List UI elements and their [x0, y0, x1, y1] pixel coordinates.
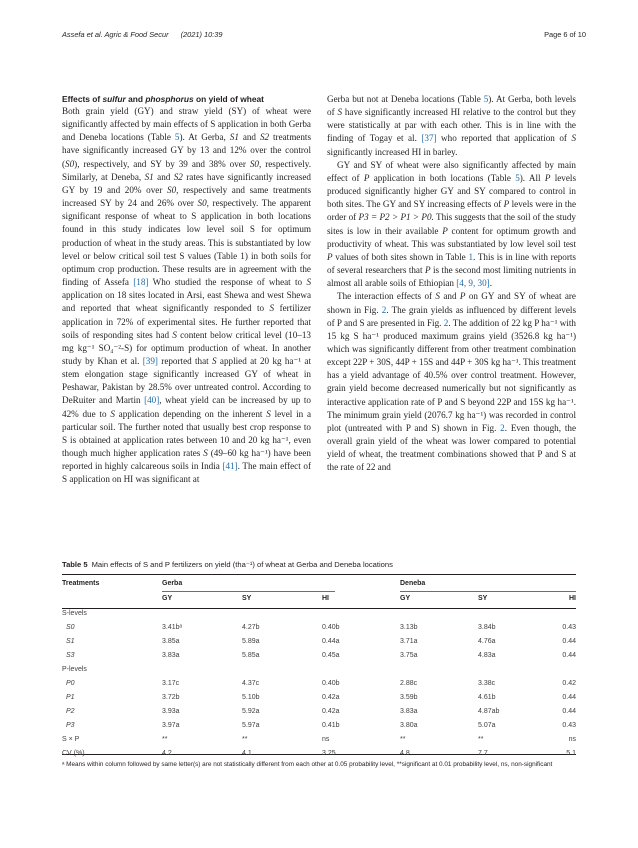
col-sy: SY	[242, 595, 252, 602]
table-cell: 0.44	[562, 693, 576, 701]
table-cell: 0.42a	[322, 693, 340, 701]
citation-link[interactable]: [4, 9, 30]	[456, 278, 490, 289]
table-caption	[62, 560, 393, 569]
table-cell: 3.25	[322, 749, 336, 757]
table-cell: **	[478, 735, 484, 743]
table-top-rule	[62, 574, 576, 575]
table-label: Table 5	[62, 560, 88, 569]
table-group-row	[62, 606, 576, 620]
citation-link[interactable]: [37]	[421, 133, 437, 144]
treatment-label: CV (%)	[62, 749, 85, 757]
table-cell: 3.84b	[478, 623, 496, 631]
table-cell: 3.72b	[162, 693, 180, 701]
group-label: P-levels	[62, 665, 87, 673]
table-row	[62, 732, 576, 746]
table-cell: 4.27b	[242, 623, 260, 631]
col-gy: GY	[400, 595, 411, 602]
table-cell: 3.93a	[162, 707, 180, 715]
table-row	[62, 746, 576, 760]
table-cell: 0.41b	[322, 721, 340, 729]
table-cell: 4.87ab	[478, 707, 500, 715]
journal-citation: Assefa et al. Agric & Food Secur	[62, 30, 169, 39]
figure-link[interactable]: 2	[443, 317, 449, 328]
table-cell: 4.76a	[478, 637, 496, 645]
paragraph: GY and SY of wheat were also significantly affected by main effect of P application in both locations (Table 5). All P levels produced significantly higher GY and SY compared to control in both sites. The GY and SY increasing effects of P levels were in the order of P3 = P2 > P1 > P0. This suggests that the soil of the study sites is low in their available P content for optimum growth and productivity of wheat. This was substantiated by low level soil test P values of both sites shown in Table 1. This is in line with reports of several researchers that P is the second most limiting nutrients in almost all arable soils of Ethiopian [4, 9, 30].	[327, 159, 577, 289]
table-cell: 0.43	[562, 721, 576, 729]
paragraph: Both grain yield (GY) and straw yield (SY) of wheat were significantly affected by main effects of S application in both Gerba and Deneba locations (Table 5). At Gerba, S1 and S2 treatments have significantly increased GY by 13 and 12% over the control (S0), respectively, and SY by 39 and 38% over S0, respectively. Similarly, at Deneba, S1 and S2 rates have significantly increased GY by 19 and 20% over S0, respectively and same treatments increased SY by 24 and 26% over S0, respectively. The apparent significant response of wheat to S application in both locations found in this study indicates low level soil S for optimum production of wheat in the study areas. This is substantiated by low level or below critical soil test S values (Table 1) in both soils for optimum crop production. These results are in agreement with the finding of Assefa [18] Who studied the response of wheat to S application on 18 sites located in Arsi, east Shewa and west Shewa and reported that wheat significantly responded to S fertilizer application in 72% of experimental sites. He further reported that soils of responding sites had S content below critical level (10–13 mg kg⁻¹ SO₄⁻²-S) for optimum production of wheat. In another study by Khan et al. [39] reported that S applied at 20 kg ha⁻¹ at stem elongation stage significantly increased GY of wheat in Peshawar, Pakistan by 28.5% over untreated control. According to DeRuiter and Martin [40], wheat yield can be increased by up to 42% due to S application depending on the inherent S level in a particular soil. The further noted that usually best crop response to S is obtained at application rates between 10 and 20 kg ha⁻¹, even though much higher application rates S (49–60 kg ha⁻¹) have been reported in highly calcareous soils in India [41]. The main effect of S application on HI was significant at	[62, 106, 312, 485]
table-cell: 3.85a	[162, 637, 180, 645]
table-row	[62, 690, 576, 704]
col-gerba: Gerba	[162, 580, 183, 587]
treatment-label: P1	[66, 693, 75, 701]
running-header	[62, 30, 223, 39]
page-number: Page 6 of 10	[544, 30, 586, 39]
table-cell: 0.40b	[322, 623, 340, 631]
table-cell: 0.42a	[322, 707, 340, 715]
table-cell: 0.43	[562, 623, 576, 631]
table-group-row	[62, 662, 576, 676]
citation-link[interactable]: [40]	[144, 395, 160, 406]
table-cell: 5.92a	[242, 707, 260, 715]
paragraph: The interaction effects of S and P on GY and SY of wheat are shown in Fig. 2. The grain yields as influenced by different levels of P and S are presented in Fig. 2. The addition of 22 kg P ha⁻¹ with 15 kg S ha⁻¹ produced maximum grains yield (3526.8 kg ha⁻¹) which was significantly different from other treatment combination except 22P + 30S, 44P + 15S and 44P + 30S kg ha⁻¹. This treatment has a yield advantage of 40.5% over control treatment. However, grain yield become decreased numerically but not significantly as interactive application rate of P and S beyond 22P and 15S kg ha⁻¹. The minimum grain yield (2076.7 kg ha⁻¹) was recorded in control plot (untreated with P and S) shown in Fig. 2. Even though, the overall grain yield of the wheat was lower compared to potential yield of wheat, the treatment combinations showed that P and S at the rate of 22 and	[327, 291, 576, 473]
table-subheader-row	[62, 591, 576, 606]
table-cell: 3.97a	[162, 721, 180, 729]
col-sy: SY	[478, 595, 488, 602]
year-volume: (2021) 10:39	[180, 30, 223, 39]
table-cell: 5.85a	[242, 651, 260, 659]
table-cell: 0.42	[562, 679, 576, 687]
table-cell: 5.10b	[242, 693, 260, 701]
treatment-label: S × P	[62, 735, 80, 743]
col-deneba: Deneba	[400, 580, 426, 587]
table-cell: 3.83a	[400, 707, 418, 715]
table-caption-text: Main effects of S and P fertilizers on yield (tha⁻¹) of wheat at Gerba and Deneba locations	[91, 560, 393, 569]
section-heading: Effects of sulfur and phosphorus on yield of wheat	[62, 94, 264, 104]
col-treatments: Treatments	[62, 580, 100, 587]
table-row	[62, 676, 576, 690]
table-cell: ns	[322, 735, 330, 743]
table-link[interactable]: 5	[174, 132, 180, 143]
table-footnote: ᵃ Means within column followed by same letter(s) are not statistically different from each other at 0.05 probability level, **significant at 0.01 probability level, ns, non-significant	[62, 761, 553, 768]
table-cell: **	[162, 735, 168, 743]
table-cell: 5.1	[566, 749, 576, 757]
table-row	[62, 718, 576, 732]
table-cell: 4.2	[162, 749, 172, 757]
table-cell: 3.41bᵃ	[162, 623, 183, 631]
yield-table	[62, 576, 576, 760]
table-cell: 3.71a	[400, 637, 418, 645]
table-cell: 3.59b	[400, 693, 418, 701]
table-cell: 7.7	[478, 749, 488, 757]
table-row	[62, 620, 576, 634]
treatment-label: P0	[66, 679, 75, 687]
table-cell: 4.8	[400, 749, 410, 757]
citation-link[interactable]: [18]	[133, 277, 149, 288]
table-cell: ns	[568, 735, 576, 743]
table-cell: 4.61b	[478, 693, 496, 701]
table-cell: 3.80a	[400, 721, 418, 729]
table-cell: 4.1	[242, 749, 252, 757]
table-cell: **	[400, 735, 406, 743]
treatment-label: S1	[66, 637, 75, 645]
table-row	[62, 648, 576, 662]
col-hi: HI	[569, 595, 576, 602]
table-cell: 3.17c	[162, 679, 180, 687]
table-cell: 0.44	[562, 651, 576, 659]
table-cell: 0.44	[562, 637, 576, 645]
citation-link[interactable]: [41]	[222, 461, 238, 472]
table-cell: 0.44	[562, 707, 576, 715]
figure-link[interactable]: 2	[381, 304, 387, 315]
table-link[interactable]: 5	[483, 94, 489, 104]
table-cell: 4.37c	[242, 679, 260, 687]
table-link[interactable]: 5	[515, 172, 520, 183]
left-column	[62, 93, 311, 487]
table-cell: 5.97a	[242, 721, 260, 729]
figure-link[interactable]: 2	[500, 422, 505, 433]
table-cell: 3.13b	[400, 623, 418, 631]
table-header-row	[62, 576, 576, 591]
table-cell: 3.75a	[400, 651, 418, 659]
citation-link[interactable]: [39]	[142, 355, 158, 366]
table-cell: 2.88c	[400, 679, 418, 687]
treatment-label: P2	[66, 707, 75, 715]
treatment-label: S0	[66, 623, 75, 631]
right-column	[327, 93, 576, 475]
col-hi: HI	[322, 595, 329, 602]
table-cell: 3.83a	[162, 651, 180, 659]
table-cell: 5.07a	[478, 721, 496, 729]
table-cell: 3.38c	[478, 679, 496, 687]
table-row	[62, 704, 576, 718]
table-cell: 4.83a	[478, 651, 496, 659]
treatment-label: S3	[66, 651, 75, 659]
table-cell: 5.89a	[242, 637, 260, 645]
group-label: S-levels	[62, 609, 87, 617]
table-cell: 0.45a	[322, 651, 340, 659]
treatment-label: P3	[66, 721, 75, 729]
table-cell: 0.40b	[322, 679, 340, 687]
table-link[interactable]: 1	[468, 251, 474, 262]
paragraph: Gerba but not at Deneba locations (Table 5). At Gerba, both levels of S have significantly increased HI relative to the control but they were statistically at par with each other. This is in line with the finding of Togay et al. [37] who reported that application of S significantly increased HI in barley.	[327, 94, 576, 157]
col-gy: GY	[162, 595, 173, 602]
table-cell: **	[242, 735, 248, 743]
table-cell: 0.44a	[322, 637, 340, 645]
table-row	[62, 634, 576, 648]
